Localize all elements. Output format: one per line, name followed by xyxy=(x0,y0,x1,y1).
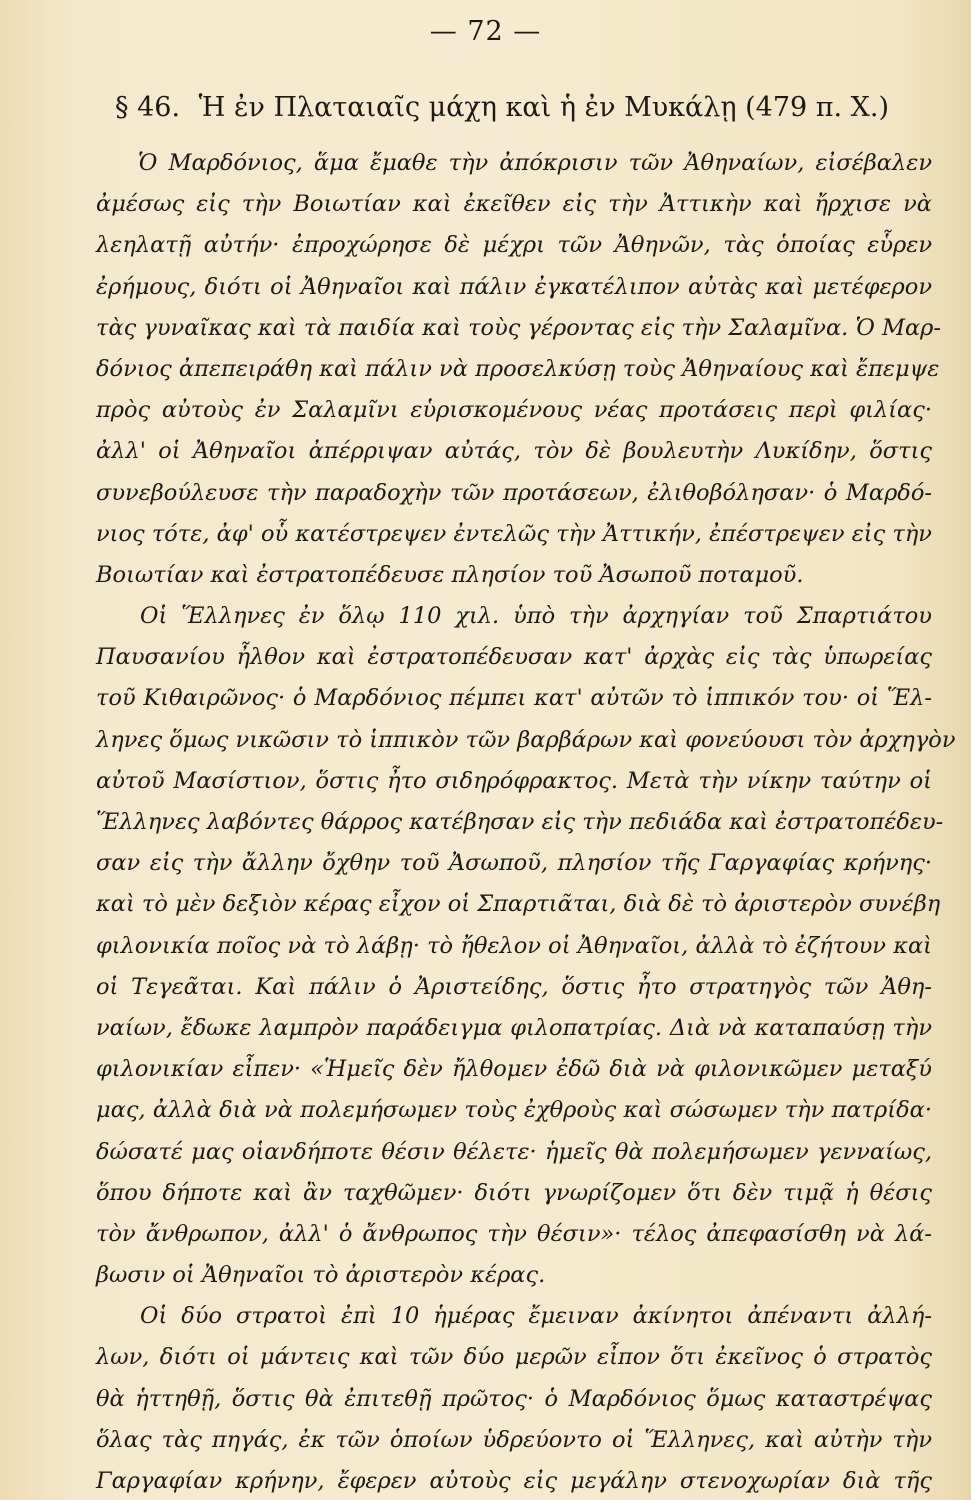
text-line: συνεβούλευσε τὴν παραδοχὴν τῶν προτάσεων, ἐλιθοβόλησαν· ὁ Μαρδό- xyxy=(96,480,932,506)
text-line: θὰ ἡττηθῇ, ὅστις θὰ ἐπιτεθῇ πρῶτος· ὁ Μαρδόνιος ὅμως καταστρέψας xyxy=(96,1386,932,1412)
text-line: Βοιωτίαν καὶ ἐστρατοπέδευσε πλησίον τοῦ Ἀσωποῦ ποταμοῦ. xyxy=(96,562,804,588)
text-line: λων, διότι οἱ μάντεις καὶ τῶν δύο μερῶν εἶπον ὅτι ἐκεῖνος ὁ στρατὸς xyxy=(96,1344,932,1370)
text-line: Ἕλληνες λαβόντες θάρρος κατέβησαν εἰς τὴν πεδιάδα καὶ ἐστρατοπέδευ- xyxy=(96,809,944,835)
text-line: Οἱ Ἕλληνες ἐν ὅλῳ 110 χιλ. ὑπὸ τὴν ἀρχηγίαν τοῦ Σπαρτιάτου xyxy=(140,603,932,629)
text-line: τοῦ Κιθαιρῶνος· ὁ Μαρδόνιος πέμπει κατ' αὐτῶν τὸ ἱππικόν του· οἱ Ἕλ- xyxy=(96,685,932,711)
text-line: Γαργαφίαν κρήνην, ἔφερεν αὐτοὺς εἰς μεγάλην στενοχωρίαν διὰ τῆς xyxy=(96,1468,932,1494)
text-line: βωσιν οἱ Ἀθηναῖοι τὸ ἀριστερὸν κέρας. xyxy=(96,1262,546,1288)
text-line: ληνες ὅμως νικῶσιν τὸ ἱππικὸν τῶν βαρβάρων καὶ φονεύουσι τὸν ἀρχηγὸν xyxy=(96,727,956,753)
section-heading xyxy=(115,92,935,123)
text-line: φιλονικίαν εἶπεν· «Ἡμεῖς δὲν ἤλθομεν ἐδῶ διὰ νὰ φιλονικῶμεν μεταξύ xyxy=(96,1056,932,1082)
text-line: λεηλατῇ αὐτήν· ἐπροχώρησε δὲ μέχρι τῶν Ἀθηνῶν, τὰς ὁποίας εὗρεν xyxy=(96,232,932,258)
text-line: μας, ἀλλὰ διὰ νὰ πολεμήσωμεν τοὺς ἐχθροὺς καὶ σώσωμεν τὴν πατρίδα· xyxy=(96,1097,932,1123)
text-line: τὸν ἄνθρωπον, ἀλλ' ὁ ἄνθρωπος τὴν θέσιν»· τέλος ἀπεφασίσθη νὰ λά- xyxy=(96,1221,932,1247)
text-line: φιλονικία ποῖος νὰ τὸ λάβῃ· τὸ ἤθελον οἱ Ἀθηναῖοι, ἀλλὰ τὸ ἐζήτουν καὶ xyxy=(96,933,932,959)
text-line: πρὸς αὐτοὺς ἐν Σαλαμῖνι εὑρισκομένους νέας προτάσεις περὶ φιλίας· xyxy=(96,397,932,423)
text-line: ὅπου δήποτε καὶ ἂν ταχθῶμεν· διότι γνωρίζομεν ὅτι δὲν τιμᾷ ἡ θέσις xyxy=(96,1180,932,1206)
text-line: ὅλας τὰς πηγάς, ἐκ τῶν ὁποίων ὑδρεύοντο οἱ Ἕλληνες, καὶ αὐτὴν τὴν xyxy=(96,1427,932,1453)
page-number: — 72 — xyxy=(429,16,542,47)
text-line: Παυσανίου ἦλθον καὶ ἐστρατοπέδευσαν κατ' ἀρχὰς εἰς τὰς ὑπωρείας xyxy=(96,644,932,670)
text-line: οἱ Τεγεᾶται. Καὶ πάλιν ὁ Ἀριστείδης, ὅστις ἦτο στρατηγὸς τῶν Ἀθη- xyxy=(96,974,932,1000)
text-line: ἀμέσως εἰς τὴν Βοιωτίαν καὶ ἐκεῖθεν εἰς τὴν Ἀττικὴν καὶ ἤρχισε νὰ xyxy=(96,191,932,217)
text-line: Οἱ δύο στρατοὶ ἐπὶ 10 ἡμέρας ἔμειναν ἀκίνητοι ἀπέναντι ἀλλή- xyxy=(140,1303,932,1329)
text-line: ναίων, ἔδωκε λαμπρὸν παράδειγμα φιλοπατρίας. Διὰ νὰ καταπαύσῃ τὴν xyxy=(96,1015,932,1041)
section-number: § 46. xyxy=(115,92,181,123)
text-line: δόνιος ἀπεπειράθη καὶ πάλιν νὰ προσελκύσῃ τοὺς Ἀθηναίους καὶ ἔπεμψε xyxy=(96,356,940,382)
text-line: αὐτοῦ Μασίστιον, ὅστις ἦτο σιδηρόφρακτος. Μετὰ τὴν νίκην ταύτην οἱ xyxy=(96,768,932,794)
text-line: τὰς γυναῖκας καὶ τὰ παιδία καὶ τοὺς γέροντας εἰς τὴν Σαλαμῖνα. Ὁ Μαρ- xyxy=(96,315,942,341)
text-line: ἀλλ' οἱ Ἀθηναῖοι ἀπέρριψαν αὐτάς, τὸν δὲ βουλευτὴν Λυκίδην, ὅστις xyxy=(96,438,932,464)
text-line: καὶ τὸ μὲν δεξιὸν κέρας εἶχον οἱ Σπαρτιᾶται, διὰ δὲ τὸ ἀριστερὸν συνέβη xyxy=(96,891,941,917)
text-line: σαν εἰς τὴν ἄλλην ὄχθην τοῦ Ἀσωποῦ, πλησίον τῆς Γαργαφίας κρήνης· xyxy=(96,850,932,876)
text-line: Ὁ Μαρδόνιος, ἅμα ἔμαθε τὴν ἀπόκρισιν τῶν Ἀθηναίων, εἰσέβαλεν xyxy=(138,150,932,176)
text-line: δώσατέ μας οἱανδήποτε θέσιν θέλετε· ἡμεῖς θὰ πολεμήσωμεν γενναίως, xyxy=(96,1139,932,1165)
text-line: ἐρήμους, διότι οἱ Ἀθηναῖοι καὶ πάλιν ἐγκατέλιπον αὐτὰς καὶ μετέφερον xyxy=(96,274,932,300)
text-line: νιος τότε, ἀφ' οὗ κατέστρεψεν ἐντελῶς τὴν Ἀττικήν, ἐπέστρεψεν εἰς τὴν xyxy=(96,521,932,547)
section-title: Ἡ ἐν Πλαταιαῖς μάχη καὶ ἡ ἐν Μυκάλῃ (479 π. Χ.) xyxy=(198,92,890,123)
